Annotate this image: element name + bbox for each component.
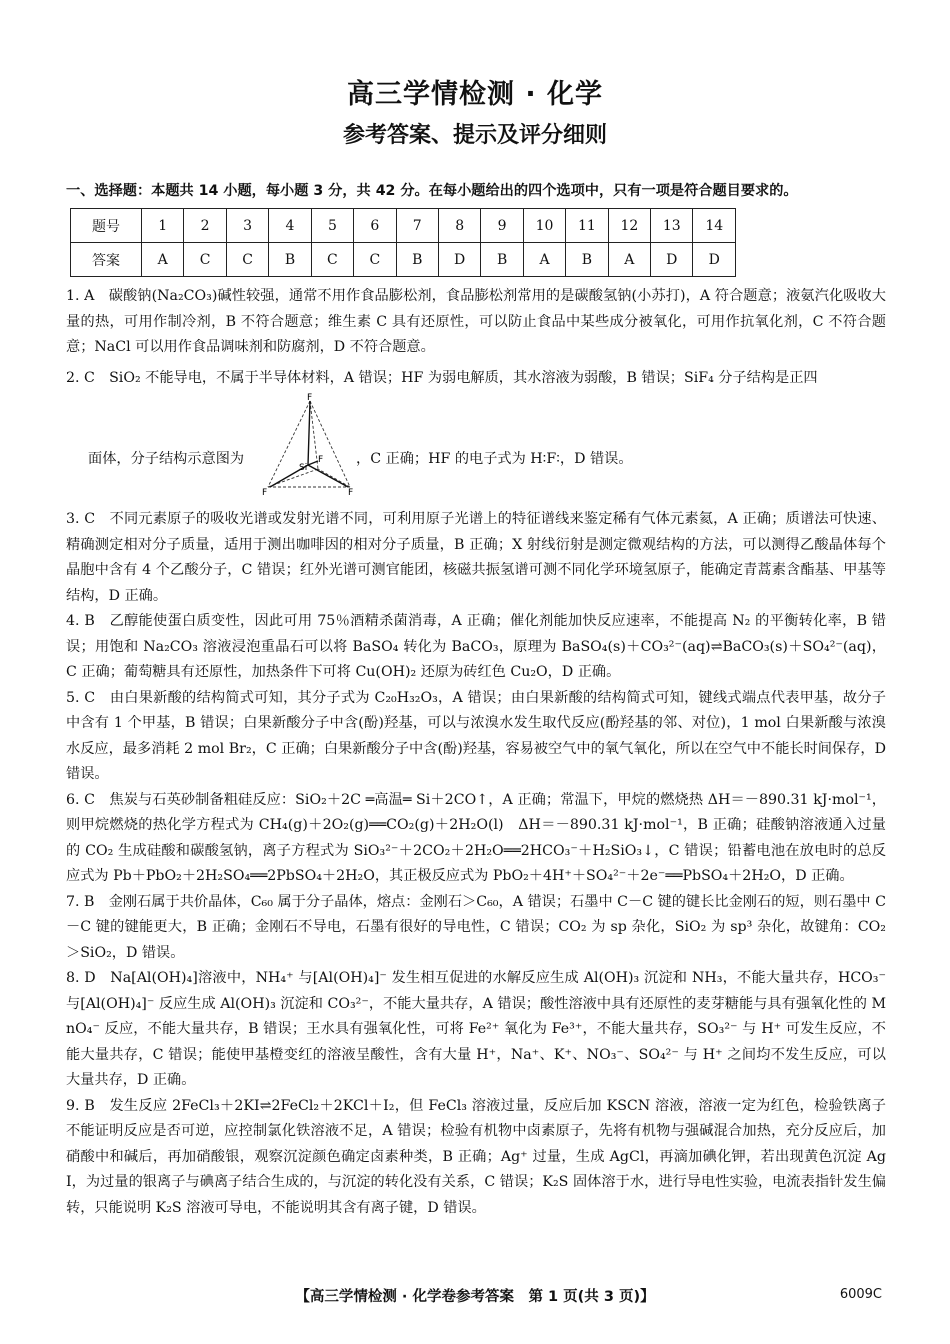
table-cell-answer: B — [566, 243, 608, 277]
table-cell-answer: B — [481, 243, 523, 277]
table-cell-answer: B — [396, 243, 438, 277]
table-cell-number: 9 — [481, 209, 523, 243]
explanation-q2-left-text: 面体，分子结构示意图为 — [88, 451, 245, 467]
table-cell-answer: D — [651, 243, 693, 277]
table-cell-number: 14 — [693, 209, 736, 243]
section-heading: 一、选择题：本题共 14 小题，每小题 3 分，共 42 分。在每小题给出的四个选项中，只有一项是符合题目要求的。 — [66, 183, 798, 199]
fig-label-f-left: F — [262, 488, 268, 498]
page-footer: 【高三学情检测 · 化学卷参考答案 第 1 页(共 3 页)】 — [295, 1289, 655, 1305]
table-label-number: 题号 — [71, 209, 142, 243]
table-cell-answer: B — [269, 243, 311, 277]
explanation-q4: 4. B 乙醇能使蛋白质变性，因此可用 75％酒精杀菌消毒，A 正确；催化剂能加快反应速率，不能提高 N₂ 的平衡转化率，B 错误；用饱和 Na₂CO₃ 溶液浸泡重晶石可以将 BaSO₄ 转化为 BaCO₃，原理为 BaSO₄(s)＋CO₃²⁻(aq)⇌BaCO₃(s)＋SO₄²⁻(aq)，C 正确；葡萄糖具有还原性，加热条件下可将 Cu(OH)₂ 还原为砖红色 Cu₂O，D 正确。 — [66, 613, 886, 680]
table-cell-answer: D — [693, 243, 736, 277]
table-cell-number: 6 — [354, 209, 396, 243]
fig-label-f-mid: F — [318, 455, 324, 465]
table-label-answer: 答案 — [71, 243, 142, 277]
table-cell-answer: A — [142, 243, 184, 277]
table-cell-number: 2 — [184, 209, 226, 243]
explanation-q8: 8. D Na[Al(OH)₄]溶液中，NH₄⁺ 与[Al(OH)₄]⁻ 发生相互促进的水解反应生成 Al(OH)₃ 沉淀和 NH₃，不能大量共存，HCO₃⁻ 与[Al(OH)₄]⁻ 反应生成 Al(OH)₃ 沉淀和 CO₃²⁻，不能大量共存，A 错误；酸性溶液中具有还原性的麦芽糖能与具有强氧化性的 MnO₄⁻ 反应，不能大量共存，B 错误；王水具有强氧化性，可将 Fe²⁺ 氧化为 Fe³⁺，不能大量共存，SO₃²⁻ 与 H⁺ 可发生反应，不能大量共存，C 错误；能使甲基橙变红的溶液呈酸性，含有大量 H⁺，Na⁺、K⁺、NO₃⁻、SO₄²⁻ 与 H⁺ 之间均不发生反应，可以大量共存，D 正确。 — [66, 970, 886, 1088]
page-subtitle: 参考答案、提示及评分细则 — [342, 123, 607, 148]
table-cell-number: 4 — [269, 209, 311, 243]
explanation-q5: 5. C 由白果新酸的结构简式可知，其分子式为 C₂₀H₃₂O₃，A 错误；由白果新酸的结构简式可知，键线式端点代表甲基，故分子中含有 1 个甲基，B 错误；白果新酸分子中含(酚)羟基，可以与浓溴水发生取代反应(酚羟基的邻、对位)，1 mol 白果新酸与浓溴水反应，最多消耗 2 mol Br₂，C 正确；白果新酸分子中含(酚)羟基，容易被空气中的氧气氧化，所以在空气中不能长时间保存，D 错误。 — [66, 689, 886, 782]
fig-label-f-right: F — [348, 488, 354, 498]
table-row-answers — [71, 243, 736, 277]
fig-label-si: Si — [299, 463, 308, 473]
table-cell-number: 8 — [438, 209, 480, 243]
explanations — [66, 284, 886, 1221]
table-cell-answer: D — [438, 243, 480, 277]
table-cell-answer: C — [184, 243, 226, 277]
explanation-q2-figure-line — [66, 391, 886, 507]
table-cell-answer: C — [311, 243, 353, 277]
explanation-q2-right-text: ，C 正确；HF 的电子式为 H∶F∶，D 错误。 — [356, 451, 633, 467]
explanation-q2-line1: 2. C SiO₂ 不能导电，不属于半导体材料，A 错误；HF 为弱电解质，其水溶液为弱酸，B 错误；SiF₄ 分子结构是正四 — [66, 369, 818, 386]
table-cell-number: 1 — [142, 209, 184, 243]
explanation-q6: 6. C 焦炭与石英砂制备粗硅反应：SiO₂＋2C ═高温═ Si＋2CO↑，A 正确；常温下，甲烷的燃烧热 ΔH＝－890.31 kJ·mol⁻¹，则甲烷燃烧的热化学方程式为 CH₄(g)＋2O₂(g)══CO₂(g)＋2H₂O(l) ΔH＝－890.31 kJ·mol⁻¹，B 正确；硅酸钠溶液通入过量的 CO₂ 生成硅酸和碳酸氢钠，离子方程式为 SiO₃²⁻＋2CO₂＋2H₂O══2HCO₃⁻＋H₂SiO₃↓，C 错误；铅蓄电池在放电时的总反应式为 Pb＋PbO₂＋2H₂SO₄══2PbSO₄＋2H₂O，其正极反应式为 PbO₂＋4H⁺＋SO₄²⁻＋2e⁻══PbSO₄＋2H₂O，D 正确。 — [66, 791, 886, 884]
table-cell-number: 5 — [311, 209, 353, 243]
explanation-q9: 9. B 发生反应 2FeCl₃＋2KI⇌2FeCl₂＋2KCl＋I₂，但 FeCl₃ 溶液过量，反应后加 KSCN 溶液，溶液一定为红色，检验铁离子不能证明反应是否可逆，应控制氯化铁溶液不足，A 错误；检验有机物中卤素原子，先将有机物与强碱混合加热，充分反应后，加硝酸中和碱后，再加硝酸银，观察沉淀颜色确定卤素种类，B 正确；Ag⁺ 过量，生成 AgCl，再滴加碘化钾，若出现黄色沉淀 AgI，为过量的银离子与碘离子结合生成的，与沉淀的转化没有关系，C 错误；K₂S 固体溶于水，进行导电性实验，电流表指针发生偏转，只能说明 K₂S 溶液可导电，不能说明其含有离子键，D 错误。 — [66, 1097, 886, 1216]
explanation-q7: 7. B 金刚石属于共价晶体，C₆₀ 属于分子晶体，熔点：金刚石＞C₆₀，A 错误；石墨中 C－C 键的键长比金刚石的短，则石墨中 C－C 键的键能更大，B 正确；金刚石不导电，石墨有很好的导电性，C 错误；CO₂ 为 sp 杂化，SiO₂ 为 sp³ 杂化，故键角：CO₂＞SiO₂，D 错误。 — [66, 893, 886, 961]
page-title: 高三学情检测 · 化学 — [346, 79, 604, 110]
explanation-q3: 3. C 不同元素原子的吸收光谱或发射光谱不同，可利用原子光谱上的特征谱线来鉴定稀有气体元素氦，A 正确；质谱法可快速、精确测定相对分子质量，适用于测出咖啡因的相对分子质量，B 正确；X 射线衍射是测定微观结构的方法，可以测得乙酸晶体每个晶胞中含有 4 个乙酸分子，C 错误；红外光谱可测官能团，核磁共振氢谱可测不同化学环境氢原子，能确定青蒿素含酯基、甲基等结构，D 正确。 — [66, 511, 886, 604]
table-cell-answer: A — [608, 243, 650, 277]
table-cell-number: 10 — [523, 209, 565, 243]
table-cell-answer: C — [226, 243, 268, 277]
sif4-tetrahedron-diagram — [262, 391, 357, 507]
paper-code: 6009C — [839, 1287, 882, 1302]
table-cell-number: 13 — [651, 209, 693, 243]
fig-label-f-top: F — [307, 393, 313, 403]
table-row-numbers — [71, 209, 736, 243]
answer-table — [70, 208, 736, 277]
table-cell-number: 12 — [608, 209, 650, 243]
explanation-q2 — [66, 366, 886, 508]
table-cell-answer: A — [523, 243, 565, 277]
table-cell-answer: C — [354, 243, 396, 277]
table-cell-number: 11 — [566, 209, 608, 243]
table-cell-number: 7 — [396, 209, 438, 243]
table-cell-number: 3 — [226, 209, 268, 243]
explanation-q1: 1. A 碳酸钠(Na₂CO₃)碱性较强，通常不用作食品膨松剂，食品膨松剂常用的是碳酸氢钠(小苏打)，A 符合题意；液氨汽化吸收大量的热，可用作制冷剂，B 不符合题意；维生素 C 具有还原性，可以防止食品中某些成分被氧化，可用作抗氧化剂，C 不符合题意；NaCl 可以用作食品调味剂和防腐剂，D 不符合题意。 — [66, 288, 886, 355]
